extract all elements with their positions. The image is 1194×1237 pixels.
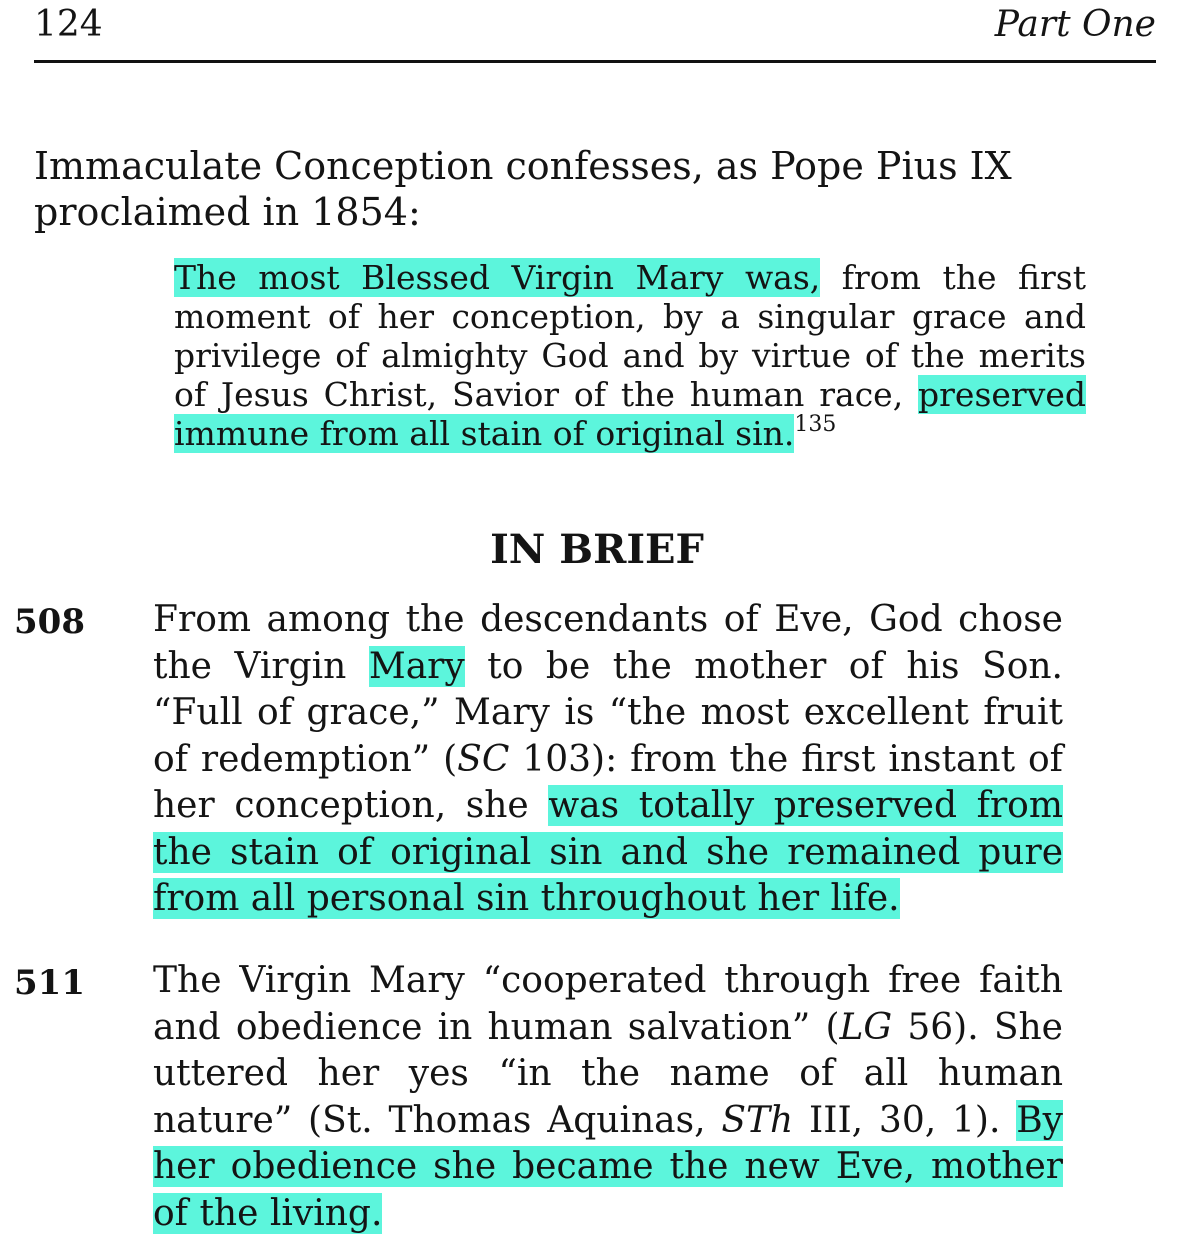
paragraph-number: 508 [14,602,85,642]
highlight: was totally preserved from the stain of original sin and she remained pure from all personal sin throughout her life. [153,785,1063,919]
highlight: The most Blessed Virgin Mary was, [174,258,821,297]
citation-abbrev: SC [457,738,510,780]
running-head: Part One [994,4,1156,45]
citation-abbrev: STh [721,1099,794,1141]
block-quote [174,258,1086,458]
paragraph-text: to be the mother of his Son. “Full of grace,” Mary is “the most excellent fruit of redemption” ( [153,645,1063,780]
paragraph-text: III, 30, 1). [793,1099,1017,1141]
section-heading: IN BRIEF [490,526,704,573]
quote-text: from the first moment of her conception, by a singular grace and privilege of almighty God and by virtue of the merits of Jesus Christ, Savior of the human race, [174,258,1086,414]
highlight: Mary [368,645,465,687]
footnote-marker: 135 [794,412,837,437]
paragraph-text: From among the descendants of Eve, God chose the Virgin [153,599,1063,687]
highlight: By her obedience she became the new Eve, mother of the living. [153,1099,1063,1234]
paragraph-text: The Virgin Mary “cooperated through free faith and obedience in human salvation” ( [153,960,1063,1048]
paragraph-text: 103): from the first instant of her conception, she [153,738,1064,826]
page-header [34,0,1156,63]
citation-abbrev: LG [839,1006,893,1048]
paragraph-511 [153,958,1063,1237]
paragraph-text: 56). She uttered her yes “in the name of all human nature” (St. Thomas Aquinas, [153,1006,1063,1141]
highlight: preserved immune from all stain of original sin. [174,375,1086,453]
page-number: 124 [34,4,103,45]
intro-paragraph: Immaculate Conception confesses, as Pope Pius IX proclaimed in 1854: [34,144,1012,234]
paragraph-number: 511 [14,963,85,1003]
paragraph-508 [153,597,1063,923]
